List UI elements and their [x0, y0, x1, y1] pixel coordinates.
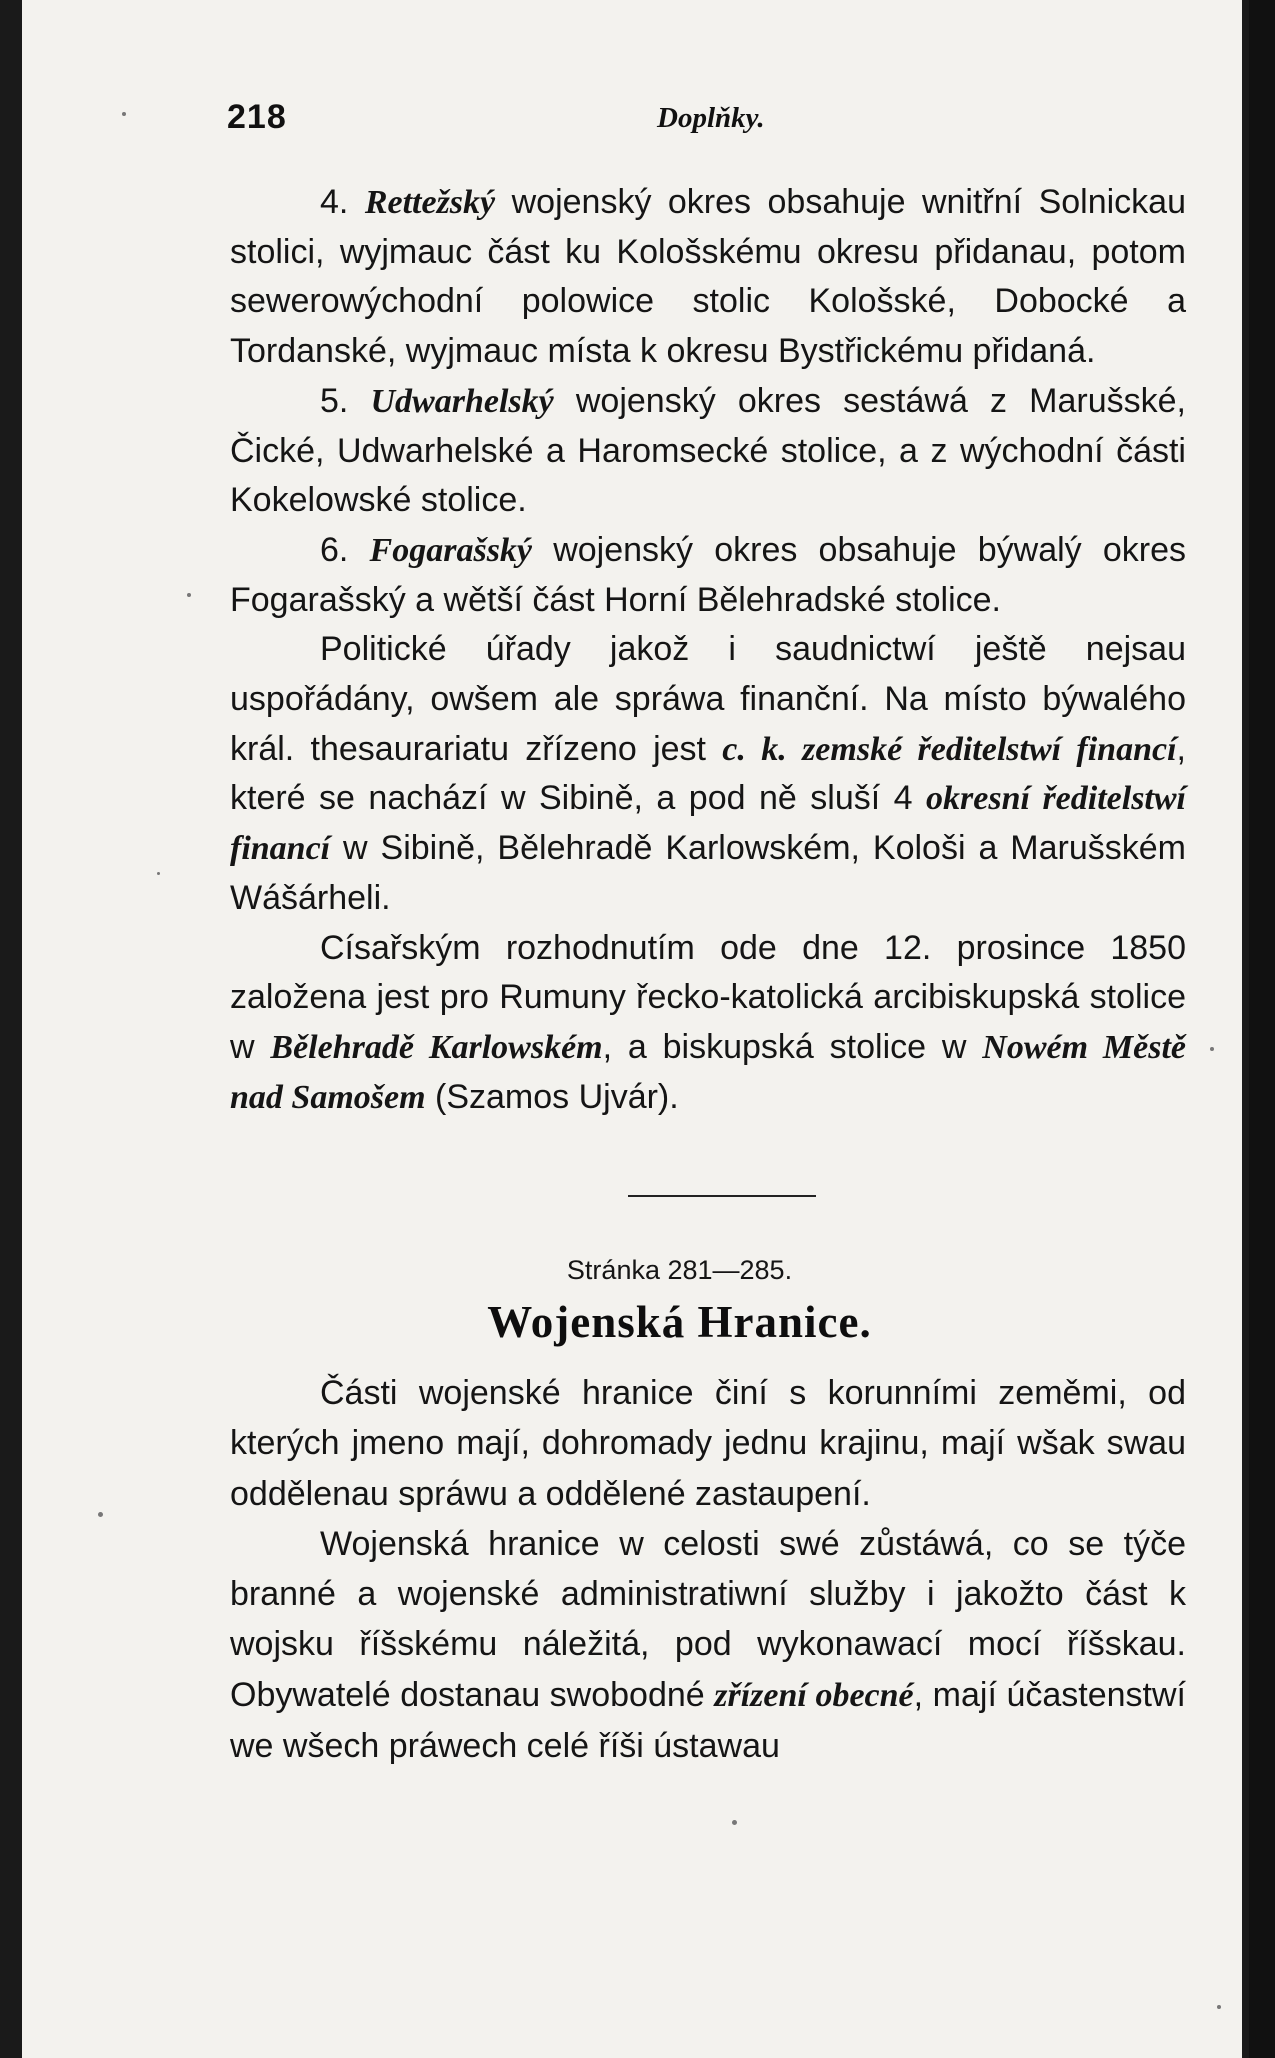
paragraph-text: Části wojenské hranice činí s korunními zeměmi, od kterých jmeno mají, dohromady jednu krajinu, mají wšak swau oddělenau spráwu a oddělené zastaupení.	[230, 1374, 1186, 1513]
running-title: Doplňky.	[657, 102, 765, 134]
paragraph-text: (Szamos Ujvár).	[425, 1077, 679, 1116]
paper-speck	[1217, 2005, 1221, 2009]
item-number: 6.	[320, 530, 370, 569]
section-divider	[628, 1195, 816, 1197]
emphasis: Nowém Městě nad Samošem	[230, 1028, 1187, 1116]
emphasis: c. k. zemské ředitelstwí financí	[722, 730, 1177, 768]
paragraph-casti	[230, 1368, 1186, 1519]
item-number: 4.	[320, 183, 365, 221]
district-name: Rettežský	[364, 184, 496, 221]
item-number: 5.	[320, 381, 371, 420]
emphasis: zřízení obecné	[714, 1676, 914, 1714]
paper-speck	[187, 593, 191, 597]
paper-speck	[732, 1820, 737, 1825]
book-page	[22, 0, 1242, 2058]
district-name: Fogarašský	[369, 531, 533, 569]
paragraph-text: wojenský okres sestáwá z Marušské, Čické, Udwarhelské a Haromsecké stolice, a z wýchodní části Kokelowské stolice.	[230, 381, 1186, 520]
paper-speck	[98, 1512, 103, 1517]
paragraph-cisarskym	[230, 924, 1186, 1123]
paragraph-text: Císařským rozhodnutím ode dne 12. prosince 1850 založena jest pro Rumuny řecko-katolická arcibiskupská stolice w	[230, 928, 1186, 1066]
district-name: Udwarhelský	[370, 382, 554, 420]
section-text	[230, 1368, 1186, 1771]
scan-edge	[1249, 0, 1275, 2058]
paragraph-udwarhelsky	[230, 377, 1186, 526]
paragraph-politicke-urady	[230, 625, 1186, 923]
paragraph-text: Wojenská hranice w celosti swé zůstáwá, co se týče branné a wojenské administratiwní služby i jakožto část k wojsku říšskému náležitá, pod wykonawací mocí říšskau. Obywatelé dostanau swobodné	[230, 1524, 1186, 1714]
emphasis: Bělehradě Karlowském	[270, 1028, 603, 1066]
page-number: 218	[227, 98, 287, 136]
paragraph-text: , mají účastenstwí we wšech práwech celé říši ústawau	[230, 1675, 1186, 1766]
paper-speck	[122, 112, 126, 116]
paragraph-fogarassky	[230, 526, 1186, 625]
paragraph-text: , které se nachází w Sibině, a pod ně sluší 4	[230, 729, 1186, 818]
paragraph-text: , a biskupská stolice w	[602, 1027, 983, 1066]
section-page-reference: Stránka 281—285.	[566, 1255, 793, 1285]
paragraph-text: Politické úřady jakož i saudnictwí ještě nejsau uspořádány, owšem ale spráwa finanční. Na místo býwalého král. thesaurariatu zřízeno jest	[230, 630, 1186, 768]
running-head	[227, 98, 1187, 148]
paragraph-text: w Sibině, Bělehradě Karlowském, Kološi a Marušském Wášárheli.	[230, 829, 1186, 917]
paragraph-wojenska-hranice	[230, 1519, 1186, 1771]
paragraph-rettezsky	[230, 178, 1186, 377]
main-text	[230, 178, 1186, 1122]
paragraph-text: wojenský okres obsahuje býwalý okres Fogarašský a wětší část Horní Bělehradské stolice.	[230, 530, 1186, 619]
emphasis: okresní ředitelstwí financí	[230, 780, 1186, 868]
paper-speck	[1210, 1047, 1214, 1051]
paragraph-text: wojenský okres obsahuje wnitřní Solnickau stolici, wyjmauc část ku Kološskému okresu přidanau, potom sewerowýchodní polowice stolic Kološské, Dobocké a Tordanské, wyjmauc místa k okresu Bystřickému přidaná.	[230, 183, 1186, 371]
section-heading: Wojenská Hranice.	[487, 1297, 872, 1347]
paper-speck	[157, 872, 160, 875]
